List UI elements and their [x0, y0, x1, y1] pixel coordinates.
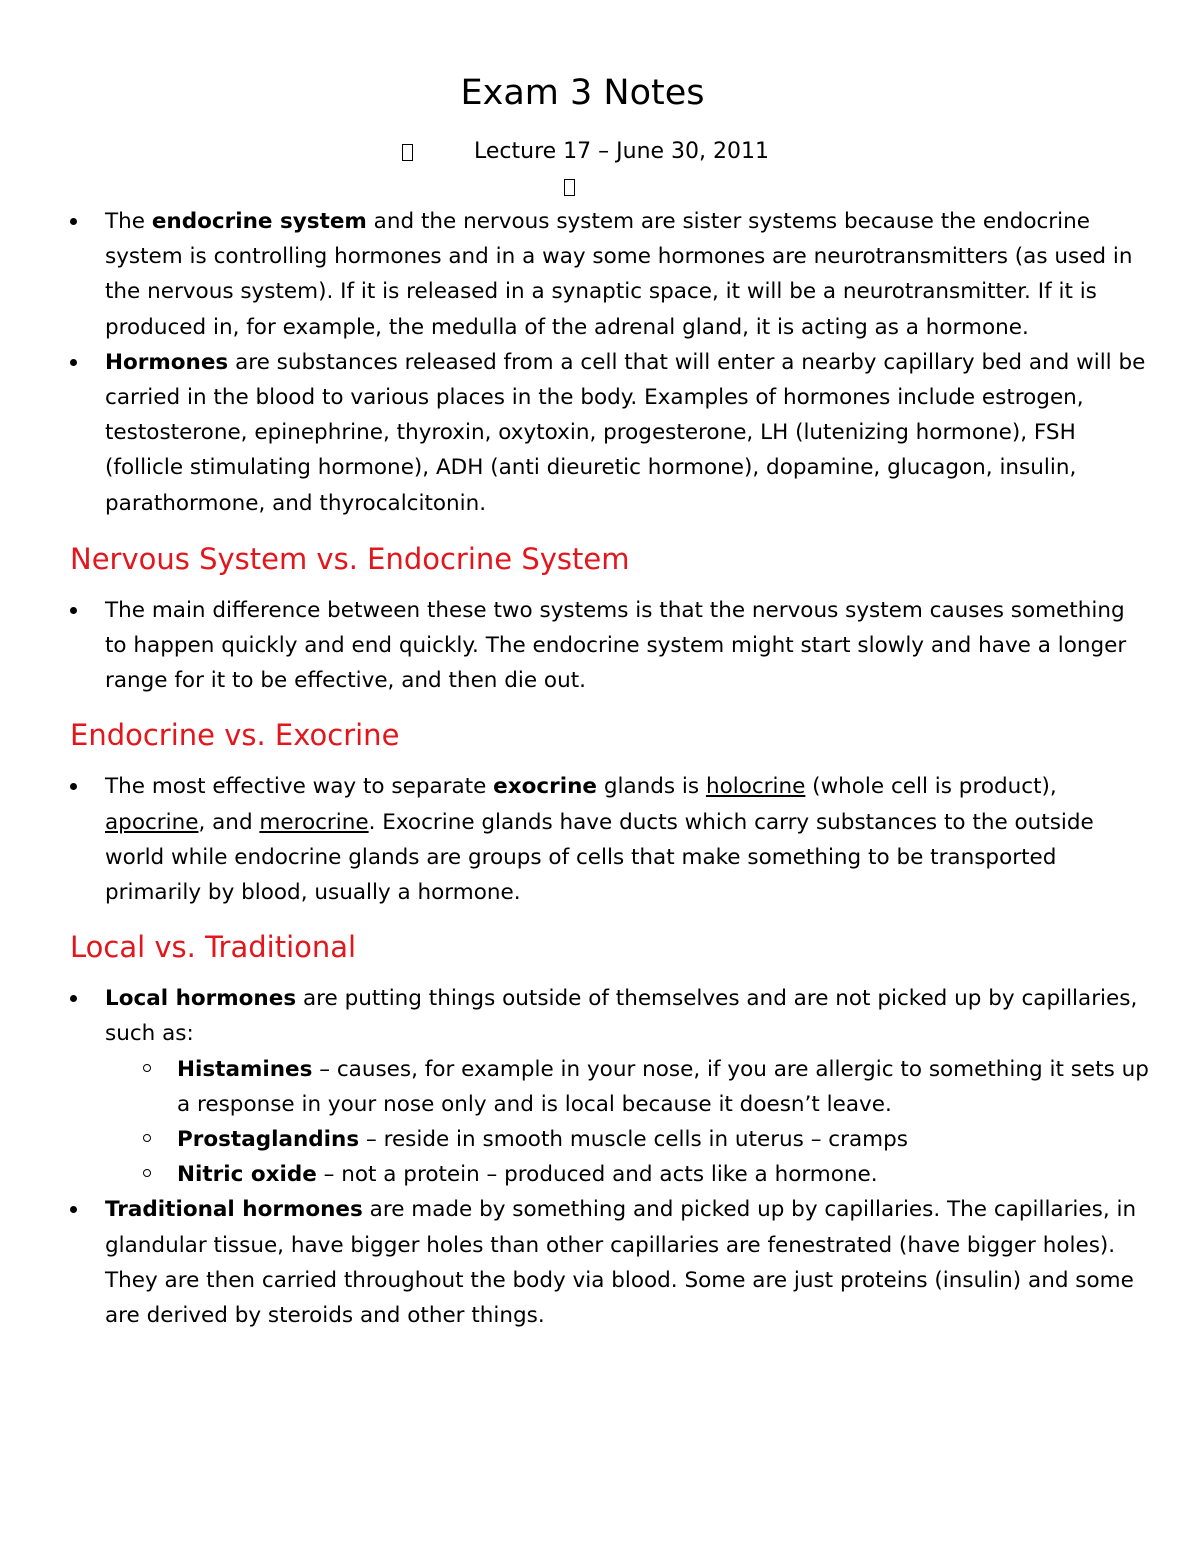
- intro-list: [70, 204, 1150, 521]
- section-heading: Endocrine vs. Exocrine: [70, 718, 400, 753]
- sub-list: [105, 1052, 1150, 1193]
- section-list: [70, 593, 1150, 699]
- page-title: Exam 3 Notes: [460, 73, 705, 113]
- section-list: [70, 981, 1150, 1333]
- section-list: [70, 769, 1150, 910]
- lecture-line: [0, 136, 1200, 206]
- section-heading: Local vs. Traditional: [70, 930, 357, 965]
- term-bold: Local hormones: [105, 986, 297, 1012]
- term-underlined: holocrine: [705, 774, 806, 800]
- sub-list-item: Prostaglandins – reside in smooth muscle cells in uterus – cramps: [105, 1122, 1150, 1157]
- term-bold: Traditional hormones: [105, 1197, 363, 1223]
- term-bold: exocrine: [493, 774, 597, 800]
- term-underlined: apocrine: [105, 809, 199, 835]
- list-item: The endocrine system and the nervous system are sister systems because the endocrine system is controlling hormones and in a way some hormones are neurotransmitters (as used in the nervous system). If it is released in a synaptic space, it will be a neurotransmitter. If it is produced in, for example, the medulla of the adrenal gland, it is acting as a hormone.: [70, 204, 1150, 345]
- sub-list-item: Nitric oxide – not a protein – produced and acts like a hormone.: [105, 1157, 1150, 1192]
- term-bold: Histamines: [177, 1056, 313, 1082]
- list-item: Traditional hormones are made by something and picked up by capillaries. The capillaries, in glandular tissue, have bigger holes than other capillaries are fenestrated (have bigger holes). They are then carried throughout the body via blood. Some are just proteins (insulin) and some are derived by steroids and other things.: [70, 1192, 1150, 1333]
- list-item: Local hormones are putting things outside of themselves and are not picked up by capillaries, such as: Histamines – causes, for example in your nose, if you are allergic to something it sets up a response in your nose only and is local because it doesn’t leave. Prostaglandins – reside in smooth muscle cells in uterus – cramps Nitric oxide – not a protein – produced and acts like a hormone.: [70, 981, 1150, 1192]
- term-bold: Hormones: [105, 349, 229, 375]
- term-bold: Prostaglandins: [177, 1127, 360, 1153]
- list-item: The main difference between these two systems is that the nervous system causes something to happen quickly and end quickly. The endocrine system might start slowly and have a longer range for it to be effective, and then die out.: [70, 593, 1150, 699]
- term-underlined: merocrine: [259, 809, 369, 835]
- term-bold: Nitric oxide: [177, 1162, 317, 1188]
- term-bold: endocrine system: [151, 209, 367, 234]
- lecture-date: Lecture 17 – June 30, 2011: [474, 139, 770, 164]
- missing-glyph-icon: [402, 144, 413, 161]
- section-heading: Nervous System vs. Endocrine System: [70, 541, 630, 576]
- missing-glyph-icon: [564, 179, 575, 196]
- list-item: Hormones are substances released from a cell that will enter a nearby capillary bed and will be carried in the blood to various places in the body. Examples of hormones include estrogen, testosterone, epinephrine, thyroxin, oxytoxin, progesterone, LH (lutenizing hormone), FSH (follicle stimulating hormone), ADH (anti dieuretic hormone), dopamine, glucagon, insulin, parathormone, and thyrocalcitonin.: [70, 345, 1150, 521]
- notes-body: [70, 204, 1150, 1333]
- sub-list-item: Histamines – causes, for example in your nose, if you are allergic to something it sets up a response in your nose only and is local because it doesn’t leave.: [105, 1052, 1150, 1122]
- list-item: The most effective way to separate exocrine glands is holocrine (whole cell is product), apocrine, and merocrine. Exocrine glands have ducts which carry substances to the outside world while endocrine glands are groups of cells that make something to be transported primarily by blood, usually a hormone.: [70, 769, 1150, 910]
